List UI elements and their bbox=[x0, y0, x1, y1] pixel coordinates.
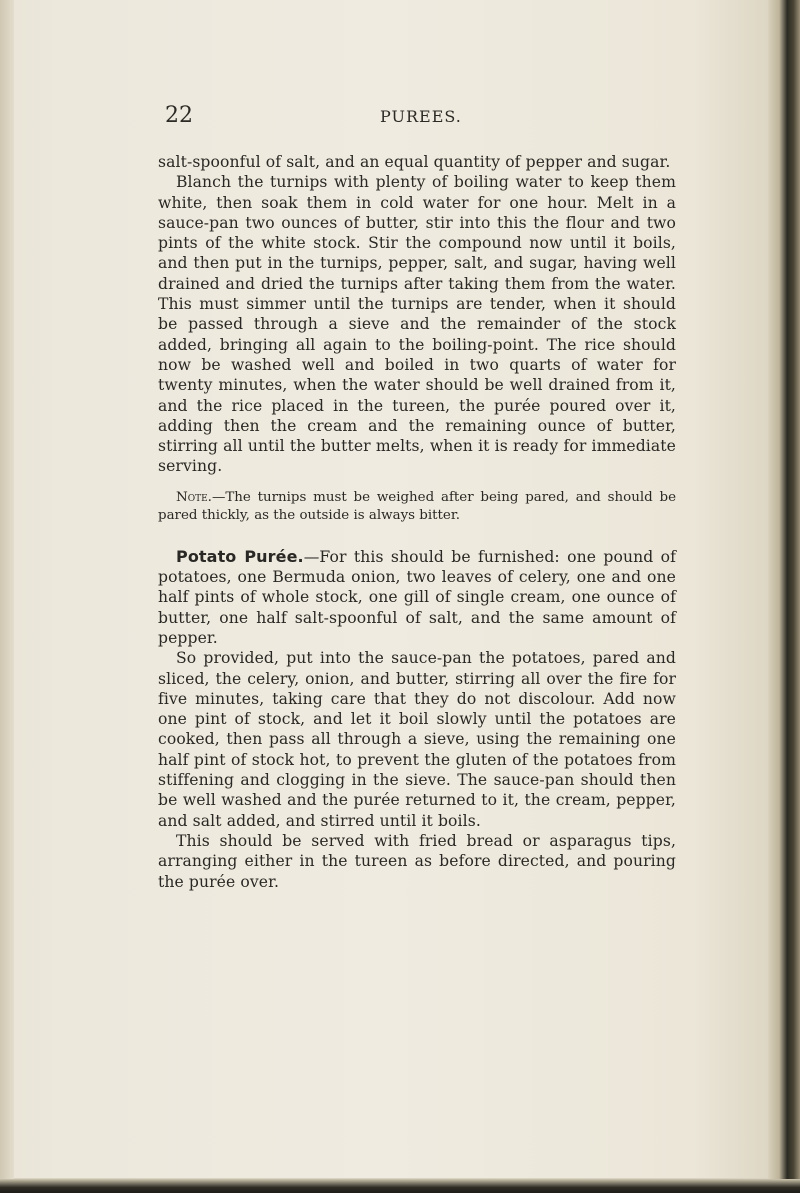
book-spine-edge bbox=[768, 0, 800, 1193]
potato-ingredients-text: —For this should be furnished: one pound of potatoes, one Bermuda onion, two leaves of celery, one and one half pints of whole stock, one gill of single cream, one ounce of butter, one half salt-spoonful of salt, and the same amount of pepper. bbox=[158, 547, 676, 647]
recipe-heading: Potato Purée. bbox=[176, 546, 304, 566]
paragraph-potato-ingredients bbox=[158, 547, 676, 648]
page-number: 22 bbox=[165, 103, 193, 128]
paragraph-turnip-method: Blanch the turnips with plenty of boiling water to keep them white, then soak them in cold water for one hour. Melt in a sauce-pan two ounces of butter, stir into this the flour and two pints of the white stock. Stir the compound now until it boils, and then put in the turnips, pepper, salt, and sugar, having well drained and dried the turnips after taking them from the water. This must simmer until the turnips are tender, when it should be passed through a sieve and the remainder of the stock added, bringing all again to the boiling-point. The rice should now be washed well and boiled in two quarts of water for twenty minutes, when the water should be well drained from it, and the rice placed in the tureen, the purée poured over it, adding then the cream and the remaining ounce of butter, stirring all until the butter melts, when it is ready for immediate serving. bbox=[158, 173, 676, 476]
note-label: Note. bbox=[176, 489, 212, 505]
paragraph-serving: This should be served with fried bread or asparagus tips, arranging either in the tureen as before directed, and pouring the purée over. bbox=[158, 831, 676, 891]
paragraph-potato-method: So provided, put into the sauce-pan the potatoes, pared and sliced, the celery, onion, and butter, stirring all over the fire for five minutes, taking care that they do not discolour. Add now one pint of stock, and let it boil slowly until the potatoes are cooked, then pass all through a sieve, using the remaining one half pint of stock hot, to prevent the gluten of the potatoes from stiffening and clogging in the sieve. The sauce-pan should then be well washed and the purée returned to it, the cream, pepper, and salt added, and stirred until it boils. bbox=[158, 649, 676, 830]
running-head: PUREES. bbox=[380, 107, 462, 126]
paragraph-continuation: salt-spoonful of salt, and an equal quantity of pepper and sugar. bbox=[158, 153, 671, 171]
note-paragraph bbox=[158, 489, 676, 525]
note-text: —The turnips must be weighed after being pared, and should be pared thickly, as the outside is always bitter. bbox=[158, 489, 676, 523]
page-bottom-edge bbox=[0, 1179, 800, 1193]
page-body bbox=[158, 152, 676, 892]
page-header bbox=[0, 103, 770, 133]
page-left-edge bbox=[0, 0, 14, 1193]
